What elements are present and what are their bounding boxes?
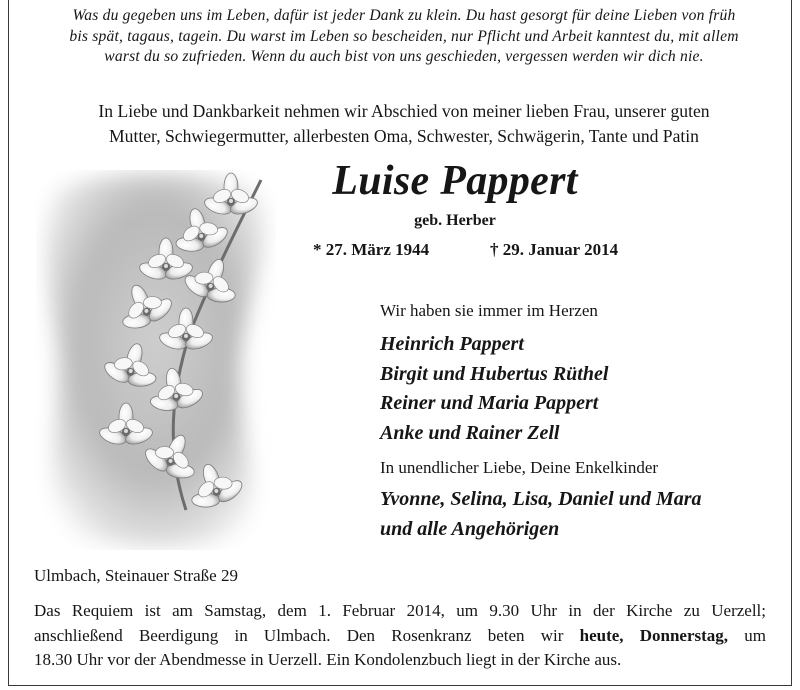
intro-line: Mutter, Schwiegermutter, allerbesten Oma, Schwester, Schwägerin, Tante und Patin [109, 126, 699, 146]
notice-emphasis: heute, Donnerstag, [579, 625, 729, 645]
relatives-line: und alle Angehörigen [380, 517, 560, 540]
deceased-name: Luise Pappert [332, 158, 578, 204]
funeral-notice [34, 599, 766, 673]
birth-date: * 27. März 1944 [313, 240, 430, 259]
intro-text [34, 99, 774, 149]
address: Ulmbach, Steinauer Straße 29 [34, 566, 238, 585]
motto-verse [34, 6, 774, 68]
intro-line: In Liebe und Dankbarkeit nehmen wir Abschied von meiner lieben Frau, unserer guten [98, 101, 710, 121]
notice-line: Das Requiem ist am Samstag, dem 1. Februar 2014, um 9.30 Uhr in der Kirche zu Uerzell; [34, 601, 766, 620]
motto-line: warst du so zufrieden. Wenn du auch bist von uns geschieden, vergessen werden wir dich nie. [104, 48, 704, 65]
family-list [380, 330, 608, 448]
notice-line [34, 624, 766, 649]
grandchildren-heading: In unendlicher Liebe, Deine Enkelkinder [380, 458, 659, 477]
notice-line: 18.30 Uhr vor der Abendmesse in Uerzell. Ein Kondolenzbuch liegt in der Kirche aus. [34, 650, 622, 670]
motto-line: Was du gegeben uns im Leben, dafür ist jeder Dank zu klein. Du hast gesorgt für deine Lieben von früh [72, 7, 736, 24]
family-member: Anke und Rainer Zell [380, 421, 560, 444]
grandchildren-names: Yvonne, Selina, Lisa, Daniel und Mara [380, 488, 702, 510]
grandchildren-list [380, 485, 702, 544]
orchid-photo [36, 170, 276, 550]
notice-text: anschließend Beerdigung in Ulmbach. Den Rosenkranz beten wir [34, 625, 580, 645]
family-member: Heinrich Pappert [380, 333, 524, 355]
motto-line: bis spät, tagaus, tagein. Du warst im Leben so bescheiden, nur Pflicht und Arbeit kanntest du, mit allem [69, 27, 739, 45]
death-date: † 29. Januar 2014 [490, 240, 619, 259]
mourners-heading: Wir haben sie immer im Herzen [380, 301, 598, 320]
family-member: Reiner und Maria Pappert [380, 392, 599, 414]
notice-text: um [728, 625, 766, 645]
maiden-name: geb. Herber [414, 212, 496, 229]
family-member: Birgit und Hubertus Rüthel [380, 362, 609, 385]
